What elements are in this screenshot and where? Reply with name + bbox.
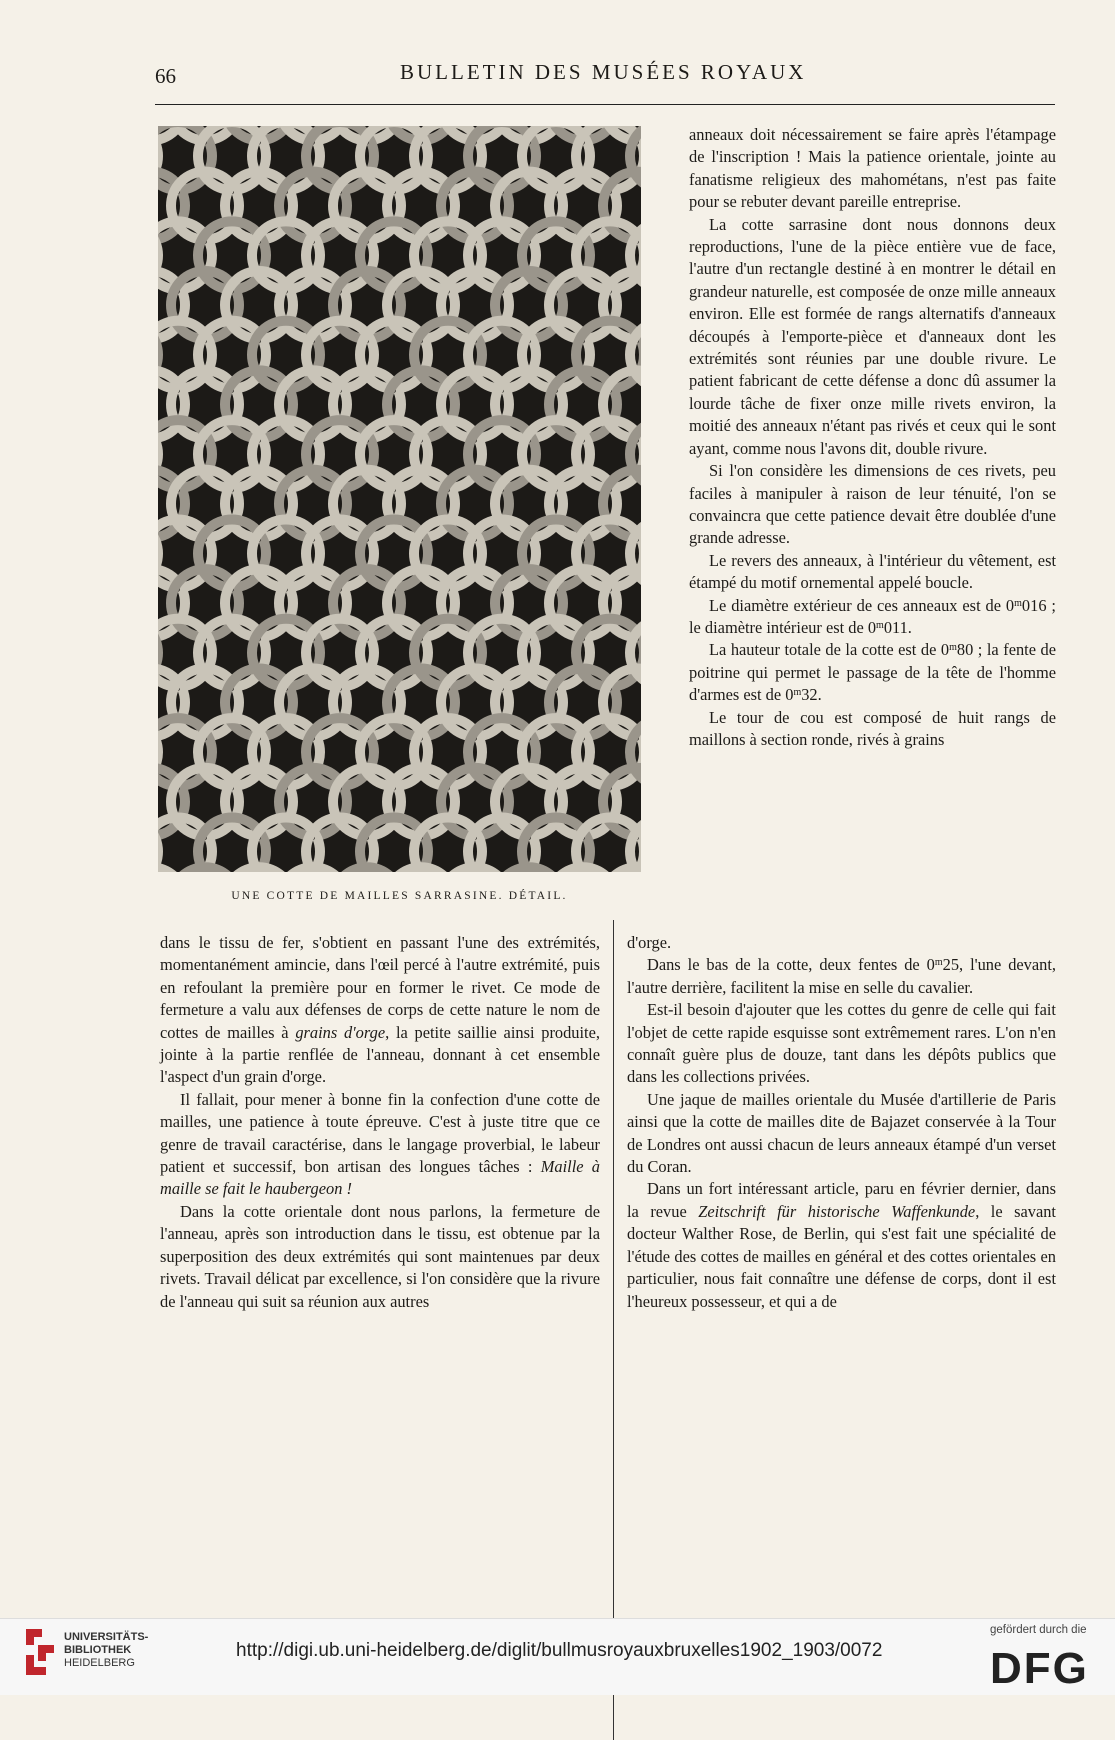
- paragraph: dans le tissu de fer, s'obtient en passant l'une des extrémités, momentanément amincie, dans l'œil percé à l'autre extrémité, puis en refoulant la première pour en former le rivet. Ce mode de fermeture a valu aux défenses de corps de cette nature le nom de cottes de mailles à grains d'orge, la petite saillie ainsi produite, jointe à la partie renflée de l'anneau, donnant à cet ensemble l'aspect d'un grain d'orge.: [160, 933, 600, 1087]
- dfg-logo: DFG: [990, 1644, 1089, 1693]
- text-column-left: [160, 932, 600, 1313]
- paragraph-slits: Dans le bas de la cotte, deux fentes de 0$^m$25, l'une devant, l'autre derrière, facilitent la mise en selle du cavalier.: [627, 955, 1056, 997]
- paragraph: anneaux doit nécessairement se faire après l'étampage de l'inscription ! Mais la patience orientale, jointe au fanatisme religieux des mahométans, n'est pas faite pour se rebuter devant pareille entreprise.: [689, 125, 1056, 212]
- paragraph-height: La hauteur totale de la cotte est de 0$^m$80 ; la fente de poitrine qui permet le passage de la tête de l'homme d'armes est de 0$^m$32.: [689, 640, 1056, 705]
- paragraph: Le tour de cou est composé de huit rangs de maillons à section ronde, rivés à grains: [689, 707, 1056, 749]
- sponsor-note: gefördert durch die: [990, 1624, 1087, 1636]
- paragraph: Si l'on considère les dimensions de ces rivets, peu faciles à manipuler à raison de leur ténuité, l'on se convaincra que cette patience devait être doublée d'une grande adresse.: [689, 461, 1056, 548]
- chain-mail-photograph: [158, 126, 641, 872]
- library-name: UNIVERSITÄTS- BIBLIOTHEK HEIDELBERG: [64, 1631, 149, 1669]
- paragraph: Est-il besoin d'ajouter que les cottes du genre de celle qui fait l'objet de cette rapide esquisse sont extrêmement rares. L'on n'en connaît guère plus de douze, tant dans les dépôts publics que dans les collections privées.: [627, 1000, 1056, 1087]
- page-number: 66: [155, 64, 176, 88]
- header-rule: [155, 104, 1055, 105]
- text-column-right: [627, 932, 1056, 1313]
- paragraph-diameter: Le diamètre extérieur de ces anneaux est de 0$^m$016 ; le diamètre intérieur est de 0$^m$011.: [689, 595, 1056, 637]
- paragraph: Le revers des anneaux, à l'intérieur du vêtement, est étampé du motif ornemental appelé boucle.: [689, 550, 1056, 593]
- paragraph: Dans un fort intéressant article, paru en février dernier, dans la revue Zeitschrift für historische Waffenkunde, le savant docteur Walther Rose, de Berlin, qui s'est fait une spécialité de l'étude des cottes de mailles en général et des cottes orientales en particulier, nous fait connaître une défense de corps, dont il est l'heureux possesseur, et qui a de: [627, 1179, 1056, 1311]
- paragraph: d'orge.: [627, 933, 672, 952]
- running-title: BULLETIN DES MUSÉES ROYAUX: [400, 60, 807, 84]
- permalink-url[interactable]: http://digi.ub.uni-heidelberg.de/diglit/bullmusroyauxbruxelles1902_1903/0072: [236, 1640, 883, 1661]
- text-column-right-top: [689, 124, 1056, 751]
- paragraph: La cotte sarrasine dont nous donnons deux reproductions, l'une de la pièce entière vue de face, l'autre d'un rectangle destiné à en montrer le détail en grandeur naturelle, est composée de onze mille anneaux environ. Elle est formée de rangs alternatifs d'anneaux découpés à l'emporte-pièce et d'anneaux dont les extrémités sont réunies par une double rivure. Le patient fabricant de cette défense a donc dû assumer la lourde tâche de fixer onze mille rivets environ, la moitié des anneaux n'étant pas rivés et ceux qui le sont ayant, comme nous l'avons dit, double rivure.: [689, 214, 1056, 458]
- figure-caption: UNE COTTE DE MAILLES SARRASINE. DÉTAIL.: [231, 890, 568, 902]
- column-divider: [613, 920, 614, 1740]
- paragraph: Il fallait, pour mener à bonne fin la confection d'une cotte de mailles, une patience à toute épreuve. C'est à juste titre que ce genre de travail caractérise, dans le langage proverbial, le labeur patient et successif, bon artisan des longues tâches : Maille à maille se fait le haubergeon !: [160, 1089, 600, 1199]
- paragraph: Dans la cotte orientale dont nous parlons, la fermeture de l'anneau, après son introduction dans le tissu, est obtenue par la superposition des deux extrémités qui sont maintenues par deux rivets. Travail délicat par excellence, si l'on considère que la rivure de l'anneau qui suit sa réunion aux autres: [160, 1201, 600, 1311]
- chain-mail-pattern: [158, 126, 641, 872]
- university-library-logo-icon: [20, 1625, 60, 1681]
- paragraph: Une jaque de mailles orientale du Musée d'artillerie de Paris ainsi que la cotte de mailles dite de Bajazet conservée à la Tour de Londres ont aussi chacun de leurs anneaux étampé d'un verset du Coran.: [627, 1089, 1056, 1177]
